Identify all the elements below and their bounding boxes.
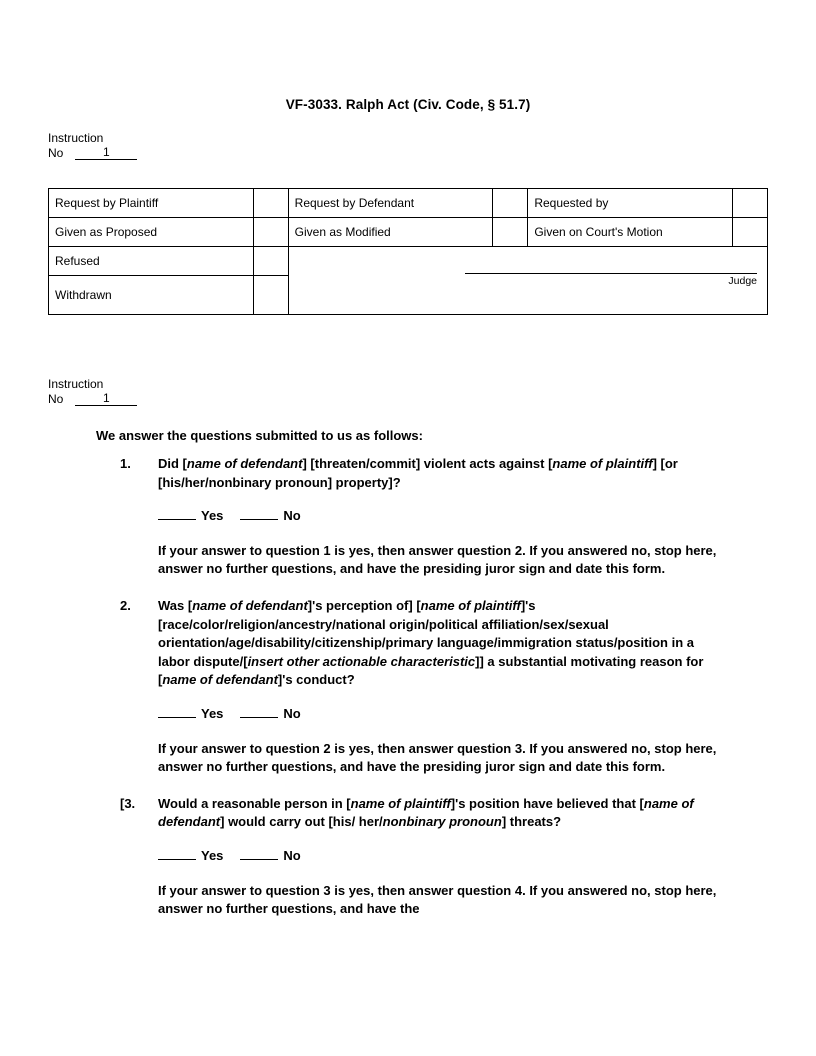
table-cell-withdrawn: Withdrawn: [49, 276, 254, 315]
checkbox-cell-request-by-plaintiff[interactable]: [253, 189, 288, 218]
answer-blank-yes-2[interactable]: [158, 706, 196, 718]
question-number-3: [3.: [120, 795, 136, 811]
answer-line-1: [158, 507, 720, 526]
answer-no-label-2: No: [283, 705, 301, 721]
instruction-label-line1: Instruction: [48, 131, 104, 145]
instruction-label-line2: No: [48, 392, 64, 406]
answer-blank-yes-1[interactable]: [158, 508, 196, 520]
question-text-2: Was [name of defendant]'s perception of] [name of plaintiff]'s [race/color/religion/ancestry/national origin/political affiliation/sex/sexual orientation/age/disability/citizenship/primary language/immigration status/position in a labor dispute/[insert other actionable characteristic]] a substantial motivating reason for [name of defendant]'s conduct?: [158, 597, 704, 688]
instruction-number-block-top: [48, 131, 137, 161]
checkbox-cell-given-as-modified[interactable]: [493, 218, 528, 247]
instruction-number-field[interactable]: 1: [75, 392, 137, 406]
question-followup-1: If your answer to question 1 is yes, then answer question 2. If you answered no, stop here, answer no further questions, and have the presiding juror sign and date this form.: [158, 542, 717, 577]
checkbox-cell-given-as-proposed[interactable]: [253, 218, 288, 247]
question-item-3: [120, 795, 720, 919]
answer-line-2: [158, 705, 720, 724]
table-row: [49, 189, 768, 218]
question-item-2: [120, 597, 720, 777]
answer-yes-label-2: Yes: [201, 705, 224, 721]
checkbox-cell-given-on-courts-motion[interactable]: [733, 218, 768, 247]
answer-blank-no-3[interactable]: [240, 848, 278, 860]
question-followup-2: If your answer to question 2 is yes, then answer question 3. If you answered no, stop here, answer no further questions, and have the presiding juror sign and date this form.: [158, 740, 717, 775]
judge-signature-area: [465, 272, 757, 288]
answer-yes-label-3: Yes: [201, 847, 224, 863]
question-number-2: 2.: [120, 597, 131, 613]
table-cell-given-as-modified: Given as Modified: [288, 218, 493, 247]
table-cell-request-by-defendant: Request by Defendant: [288, 189, 493, 218]
instruction-label-line1: Instruction: [48, 377, 104, 391]
checkbox-cell-requested-by[interactable]: [733, 189, 768, 218]
question-number-1: 1.: [120, 456, 131, 471]
checkbox-cell-withdrawn[interactable]: [253, 276, 288, 315]
page-title: VF-3033. Ralph Act (Civ. Code, § 51.7): [285, 97, 531, 112]
instruction-label-line2: No: [48, 146, 64, 160]
checkbox-cell-request-by-defendant[interactable]: [493, 189, 528, 218]
question-item-1: [120, 455, 720, 579]
verdict-intro-text: We answer the questions submitted to us as follows:: [96, 428, 423, 443]
answer-no-label-1: No: [283, 508, 301, 524]
table-cell-requested-by: Requested by: [528, 189, 733, 218]
question-text-3: Would a reasonable person in [name of plaintiff]'s position have believed that [name of defendant] would carry out [his/ her/nonbinary pronoun] threats?: [158, 795, 694, 830]
table-cell-refused: Refused: [49, 247, 254, 276]
table-cell-given-on-courts-motion: Given on Court's Motion: [528, 218, 733, 247]
instruction-number-block-second: [48, 377, 137, 407]
answer-yes-label-1: Yes: [201, 508, 224, 524]
answer-blank-no-2[interactable]: [240, 706, 278, 718]
instruction-number-field[interactable]: 1: [75, 146, 137, 160]
answer-no-label-3: No: [283, 847, 301, 863]
question-list: [120, 455, 720, 937]
judge-signature-label: Judge: [728, 274, 757, 287]
checkbox-cell-refused[interactable]: [253, 247, 288, 276]
judge-signature-cell: [288, 247, 767, 315]
answer-line-3: [158, 847, 720, 866]
question-followup-3: If your answer to question 3 is yes, then answer question 4. If you answered no, stop here, answer no further questions, and have the: [158, 882, 717, 917]
answer-blank-no-1[interactable]: [240, 508, 278, 520]
table-cell-given-as-proposed: Given as Proposed: [49, 218, 254, 247]
question-text-1: Did [name of defendant] [threaten/commit] violent acts against [name of plaintiff] [or [his/her/nonbinary pronoun] property]?: [158, 456, 678, 490]
table-row: [49, 218, 768, 247]
instruction-disposition-table: [48, 188, 768, 315]
table-row: [49, 247, 768, 276]
table-cell-request-by-plaintiff: Request by Plaintiff: [49, 189, 254, 218]
answer-blank-yes-3[interactable]: [158, 848, 196, 860]
